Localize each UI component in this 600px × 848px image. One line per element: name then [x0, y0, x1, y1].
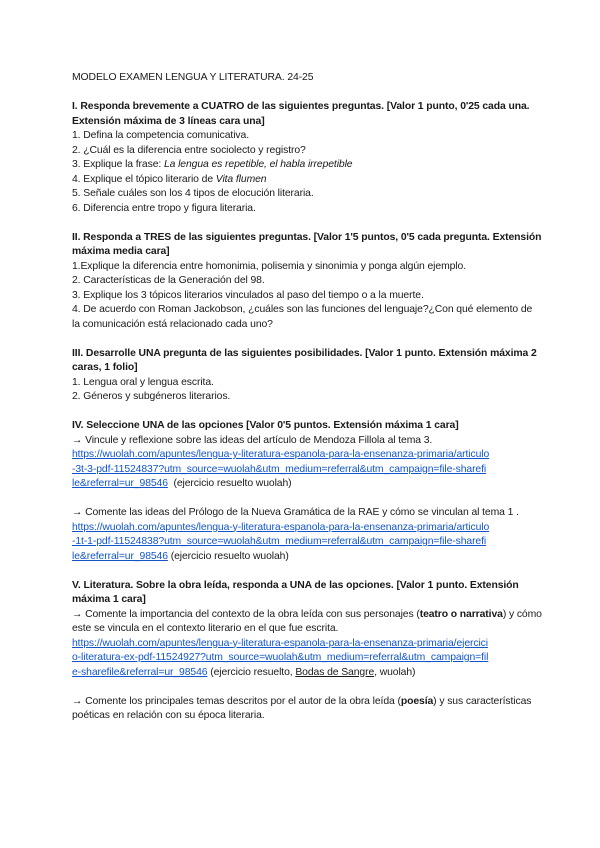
option-4-2-text: → Comente las ideas del Prólogo de la Nueva Gramática de la RAE y cómo se vinculan al tema 1 .: [72, 507, 519, 518]
option-5-1-note-end: , wuolah): [374, 666, 416, 678]
document-page: [72, 71, 542, 738]
question-1-3-text: 3. Explique la frase:: [72, 159, 164, 170]
option-5-1-link[interactable]: e-sharefile&referral=ur_98546: [72, 666, 208, 678]
section-2: [72, 231, 542, 333]
option-4-2-link[interactable]: https://wuolah.com/apuntes/lengua-y-literatura-espanola-para-la-ensenanza-primaria/articulo: [72, 521, 490, 533]
option-5-2-genre: poesía: [400, 695, 434, 707]
option-5-1-genre: teatro o narrativa: [419, 608, 503, 620]
question-1-3: [72, 158, 542, 173]
option-4-1-link[interactable]: -3t-3-pdf-11524837?utm_source=wuolah&utm_medium=referral&utm_campaign=file-sharefi: [72, 463, 487, 475]
option-5-1-text-end: ) y cómo este se vincula en el contexto literario en el que fue escrita.: [72, 608, 542, 634]
option-4-1-note: (ejercicio resuelto wuolah): [167, 478, 292, 489]
section-4: [72, 419, 542, 564]
section-1: [72, 100, 542, 216]
question-2-3: 3. Explique los 3 tópicos literarios vinculados al paso del tiempo o a la muerte.: [72, 289, 424, 301]
question-1-4: [72, 173, 542, 188]
document-title: MODELO EXAMEN LENGUA Y LITERATURA. 24-25: [72, 72, 314, 83]
option-5-1-note-start: (ejercicio resuelto,: [207, 666, 296, 678]
question-2-4: 4. De acuerdo con Roman Jackobson, ¿cuáles son las funciones del lenguaje?¿Con qué elemento de la comunicación está relacionado cada uno?: [72, 304, 533, 330]
option-5-2-text-end: ) y sus características poéticas en relación con su época literaria.: [72, 695, 532, 721]
question-1-4-topic: Vita flumen: [215, 173, 267, 185]
question-1-2: 2. ¿Cuál es la diferencia entre sociolecto y registro?: [72, 144, 306, 156]
section-2-heading: II. Responda a TRES de las siguientes preguntas. [Valor 1'5 puntos, 0'5 cada pregunta. Extensión máxima media cara]: [72, 231, 542, 257]
section-1-heading: I. Responda brevemente a CUATRO de las siguientes preguntas. [Valor 1 punto, 0'25 cada una. Extensión máxima de 3 líneas cara una]: [72, 101, 530, 127]
option-4-2-note: (ejercicio resuelto wuolah): [167, 550, 289, 562]
question-1-1: 1. Defina la competencia comunicativa.: [72, 130, 249, 141]
option-4-1-link[interactable]: le&referral=ur_98546: [72, 478, 168, 489]
option-5-1-text-start: → Comente la importancia del contexto de la obra leída con sus personajes (: [72, 608, 420, 620]
question-2-2: 2. Características de la Generación del 98.: [72, 275, 265, 286]
option-4-2-link[interactable]: -1t-1-pdf-11524838?utm_source=wuolah&utm_medium=referral&utm_campaign=file-sharefi: [72, 536, 487, 547]
question-1-5: 5. Señale cuáles son los 4 tipos de elocución literaria.: [72, 188, 314, 199]
section-4-heading: IV. Seleccione UNA de las opciones [Valor 0'5 puntos. Extensión máxima 1 cara]: [72, 420, 459, 431]
question-1-6: 6. Diferencia entre tropo y figura literaria.: [72, 202, 256, 214]
option-4-1-link[interactable]: https://wuolah.com/apuntes/lengua-y-literatura-espanola-para-la-ensenanza-primaria/articulo: [72, 449, 490, 460]
option-4-1-text: → Vincule y reflexione sobre las ideas del artículo de Mendoza Fillola al tema 3.: [72, 434, 433, 446]
section-5-heading: V. Literatura. Sobre la obra leída, responda a UNA de las opciones. [Valor 1 punto. Extensión máxima 1 cara]: [72, 579, 519, 605]
option-5-1-work-title: Bodas de Sangre: [295, 666, 375, 678]
question-2-1: 1.Explique la diferencia entre homonimia, polisemia y sinonimia y ponga algún ejemplo.: [72, 260, 466, 272]
question-1-3-quote: La lengua es repetible, el habla irrepetible: [163, 159, 353, 170]
question-3-1: 1. Lengua oral y lengua escrita.: [72, 376, 214, 388]
option-5-1-text: [72, 608, 542, 637]
option-5-1-link[interactable]: o-literatura-ex-pdf-11524927?utm_source=wuolah&utm_medium=referral&utm_campaign=fil: [72, 652, 489, 663]
section-5: [72, 579, 542, 724]
question-1-4-text: 4. Explique el tópico literario de: [72, 173, 216, 185]
option-5-2-text: [72, 695, 542, 724]
section-3-heading: III. Desarrolle UNA pregunta de las siguientes posibilidades. [Valor 1 punto. Extensión máxima 2 caras, 1 folio]: [72, 347, 537, 373]
option-5-2-text-start: → Comente los principales temas descritos por el autor de la obra leída (: [72, 695, 401, 707]
question-3-2: 2. Géneros y subgéneros literarios.: [72, 391, 231, 402]
option-5-1-link[interactable]: https://wuolah.com/apuntes/lengua-y-literatura-espanola-para-la-ensenanza-primaria/ejercici: [72, 637, 488, 649]
option-4-2-link[interactable]: le&referral=ur_98546: [72, 550, 168, 562]
section-3: [72, 347, 542, 405]
